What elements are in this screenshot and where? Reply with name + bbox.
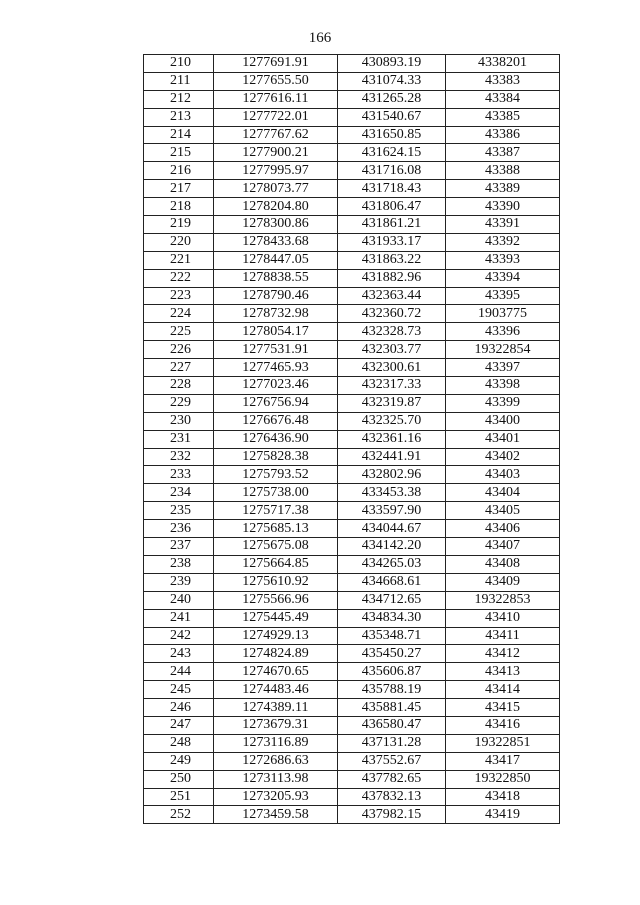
id-cell: 43412 xyxy=(446,645,560,663)
id-cell: 43414 xyxy=(446,681,560,699)
y-coordinate-cell: 435881.45 xyxy=(338,699,446,717)
id-cell: 43398 xyxy=(446,377,560,395)
page-number: 166 xyxy=(308,30,332,46)
y-coordinate-cell: 435450.27 xyxy=(338,645,446,663)
table-row xyxy=(144,591,560,609)
x-coordinate-cell: 1273113.98 xyxy=(214,770,338,788)
y-coordinate-cell: 432361.16 xyxy=(338,430,446,448)
point-number-cell: 239 xyxy=(144,573,214,591)
id-cell: 43408 xyxy=(446,555,560,573)
table-row xyxy=(144,341,560,359)
table-row xyxy=(144,180,560,198)
y-coordinate-cell: 431540.67 xyxy=(338,108,446,126)
coordinates-table xyxy=(143,54,560,824)
id-cell: 43400 xyxy=(446,412,560,430)
id-cell: 43419 xyxy=(446,806,560,824)
table-row xyxy=(144,788,560,806)
table-row xyxy=(144,466,560,484)
table-row xyxy=(144,198,560,216)
point-number-cell: 246 xyxy=(144,699,214,717)
table-row xyxy=(144,144,560,162)
point-number-cell: 252 xyxy=(144,806,214,824)
x-coordinate-cell: 1273205.93 xyxy=(214,788,338,806)
x-coordinate-cell: 1274389.11 xyxy=(214,699,338,717)
table-row xyxy=(144,716,560,734)
x-coordinate-cell: 1277691.91 xyxy=(214,55,338,73)
id-cell: 43385 xyxy=(446,108,560,126)
x-coordinate-cell: 1278204.80 xyxy=(214,198,338,216)
y-coordinate-cell: 435606.87 xyxy=(338,663,446,681)
id-cell: 19322851 xyxy=(446,734,560,752)
y-coordinate-cell: 431933.17 xyxy=(338,233,446,251)
x-coordinate-cell: 1278732.98 xyxy=(214,305,338,323)
point-number-cell: 214 xyxy=(144,126,214,144)
table-row xyxy=(144,216,560,234)
table-row xyxy=(144,609,560,627)
table-row xyxy=(144,55,560,73)
y-coordinate-cell: 433453.38 xyxy=(338,484,446,502)
table-row xyxy=(144,752,560,770)
y-coordinate-cell: 431718.43 xyxy=(338,180,446,198)
table-row xyxy=(144,126,560,144)
point-number-cell: 220 xyxy=(144,233,214,251)
x-coordinate-cell: 1278838.55 xyxy=(214,269,338,287)
id-cell: 43415 xyxy=(446,699,560,717)
y-coordinate-cell: 430893.19 xyxy=(338,55,446,73)
id-cell: 43404 xyxy=(446,484,560,502)
point-number-cell: 248 xyxy=(144,734,214,752)
x-coordinate-cell: 1273116.89 xyxy=(214,734,338,752)
point-number-cell: 225 xyxy=(144,323,214,341)
x-coordinate-cell: 1274929.13 xyxy=(214,627,338,645)
id-cell: 43391 xyxy=(446,216,560,234)
x-coordinate-cell: 1277465.93 xyxy=(214,359,338,377)
x-coordinate-cell: 1275610.92 xyxy=(214,573,338,591)
table-row xyxy=(144,394,560,412)
x-coordinate-cell: 1276676.48 xyxy=(214,412,338,430)
y-coordinate-cell: 432317.33 xyxy=(338,377,446,395)
y-coordinate-cell: 432319.87 xyxy=(338,394,446,412)
point-number-cell: 219 xyxy=(144,216,214,234)
table-row xyxy=(144,806,560,824)
x-coordinate-cell: 1277722.01 xyxy=(214,108,338,126)
table-row xyxy=(144,90,560,108)
y-coordinate-cell: 432360.72 xyxy=(338,305,446,323)
point-number-cell: 247 xyxy=(144,716,214,734)
x-coordinate-cell: 1278073.77 xyxy=(214,180,338,198)
id-cell: 43399 xyxy=(446,394,560,412)
y-coordinate-cell: 437832.13 xyxy=(338,788,446,806)
id-cell: 43387 xyxy=(446,144,560,162)
x-coordinate-cell: 1278054.17 xyxy=(214,323,338,341)
point-number-cell: 222 xyxy=(144,269,214,287)
table-row xyxy=(144,377,560,395)
table-row xyxy=(144,555,560,573)
y-coordinate-cell: 431650.85 xyxy=(338,126,446,144)
table-row xyxy=(144,251,560,269)
y-coordinate-cell: 431882.96 xyxy=(338,269,446,287)
x-coordinate-cell: 1274670.65 xyxy=(214,663,338,681)
table-row xyxy=(144,538,560,556)
id-cell: 43402 xyxy=(446,448,560,466)
point-number-cell: 241 xyxy=(144,609,214,627)
point-number-cell: 244 xyxy=(144,663,214,681)
y-coordinate-cell: 435348.71 xyxy=(338,627,446,645)
x-coordinate-cell: 1278790.46 xyxy=(214,287,338,305)
table-row xyxy=(144,770,560,788)
x-coordinate-cell: 1277900.21 xyxy=(214,144,338,162)
id-cell: 43393 xyxy=(446,251,560,269)
point-number-cell: 218 xyxy=(144,198,214,216)
x-coordinate-cell: 1277531.91 xyxy=(214,341,338,359)
id-cell: 4338201 xyxy=(446,55,560,73)
table-row xyxy=(144,412,560,430)
id-cell: 43392 xyxy=(446,233,560,251)
point-number-cell: 236 xyxy=(144,520,214,538)
id-cell: 43397 xyxy=(446,359,560,377)
y-coordinate-cell: 432303.77 xyxy=(338,341,446,359)
table-row xyxy=(144,430,560,448)
y-coordinate-cell: 436580.47 xyxy=(338,716,446,734)
point-number-cell: 233 xyxy=(144,466,214,484)
point-number-cell: 234 xyxy=(144,484,214,502)
y-coordinate-cell: 432328.73 xyxy=(338,323,446,341)
id-cell: 43406 xyxy=(446,520,560,538)
y-coordinate-cell: 437552.67 xyxy=(338,752,446,770)
id-cell: 43409 xyxy=(446,573,560,591)
id-cell: 43394 xyxy=(446,269,560,287)
x-coordinate-cell: 1278300.86 xyxy=(214,216,338,234)
point-number-cell: 224 xyxy=(144,305,214,323)
y-coordinate-cell: 431074.33 xyxy=(338,72,446,90)
point-number-cell: 250 xyxy=(144,770,214,788)
id-cell: 19322850 xyxy=(446,770,560,788)
id-cell: 43410 xyxy=(446,609,560,627)
id-cell: 43384 xyxy=(446,90,560,108)
point-number-cell: 229 xyxy=(144,394,214,412)
point-number-cell: 237 xyxy=(144,538,214,556)
point-number-cell: 210 xyxy=(144,55,214,73)
id-cell: 19322853 xyxy=(446,591,560,609)
table-row xyxy=(144,484,560,502)
x-coordinate-cell: 1275738.00 xyxy=(214,484,338,502)
point-number-cell: 212 xyxy=(144,90,214,108)
y-coordinate-cell: 437982.15 xyxy=(338,806,446,824)
id-cell: 43417 xyxy=(446,752,560,770)
y-coordinate-cell: 432325.70 xyxy=(338,412,446,430)
y-coordinate-cell: 434044.67 xyxy=(338,520,446,538)
id-cell: 43390 xyxy=(446,198,560,216)
point-number-cell: 217 xyxy=(144,180,214,198)
x-coordinate-cell: 1276436.90 xyxy=(214,430,338,448)
table-row xyxy=(144,520,560,538)
y-coordinate-cell: 434265.03 xyxy=(338,555,446,573)
y-coordinate-cell: 432363.44 xyxy=(338,287,446,305)
x-coordinate-cell: 1276756.94 xyxy=(214,394,338,412)
x-coordinate-cell: 1272686.63 xyxy=(214,752,338,770)
x-coordinate-cell: 1275566.96 xyxy=(214,591,338,609)
table-body xyxy=(144,55,560,824)
x-coordinate-cell: 1275675.08 xyxy=(214,538,338,556)
id-cell: 43383 xyxy=(446,72,560,90)
table-row xyxy=(144,323,560,341)
table-row xyxy=(144,72,560,90)
id-cell: 43411 xyxy=(446,627,560,645)
y-coordinate-cell: 437131.28 xyxy=(338,734,446,752)
id-cell: 43401 xyxy=(446,430,560,448)
x-coordinate-cell: 1275664.85 xyxy=(214,555,338,573)
point-number-cell: 238 xyxy=(144,555,214,573)
y-coordinate-cell: 431265.28 xyxy=(338,90,446,108)
id-cell: 19322854 xyxy=(446,341,560,359)
table-row xyxy=(144,162,560,180)
x-coordinate-cell: 1275445.49 xyxy=(214,609,338,627)
y-coordinate-cell: 431624.15 xyxy=(338,144,446,162)
point-number-cell: 249 xyxy=(144,752,214,770)
table-row xyxy=(144,663,560,681)
x-coordinate-cell: 1278447.05 xyxy=(214,251,338,269)
point-number-cell: 215 xyxy=(144,144,214,162)
y-coordinate-cell: 431716.08 xyxy=(338,162,446,180)
y-coordinate-cell: 435788.19 xyxy=(338,681,446,699)
id-cell: 43413 xyxy=(446,663,560,681)
y-coordinate-cell: 434668.61 xyxy=(338,573,446,591)
point-number-cell: 211 xyxy=(144,72,214,90)
table-row xyxy=(144,627,560,645)
x-coordinate-cell: 1275828.38 xyxy=(214,448,338,466)
y-coordinate-cell: 434142.20 xyxy=(338,538,446,556)
point-number-cell: 226 xyxy=(144,341,214,359)
point-number-cell: 240 xyxy=(144,591,214,609)
id-cell: 43418 xyxy=(446,788,560,806)
x-coordinate-cell: 1277655.50 xyxy=(214,72,338,90)
id-cell: 43386 xyxy=(446,126,560,144)
table-row xyxy=(144,359,560,377)
x-coordinate-cell: 1273459.58 xyxy=(214,806,338,824)
x-coordinate-cell: 1277023.46 xyxy=(214,377,338,395)
table-row xyxy=(144,448,560,466)
point-number-cell: 216 xyxy=(144,162,214,180)
table-row xyxy=(144,645,560,663)
point-number-cell: 245 xyxy=(144,681,214,699)
table-row xyxy=(144,734,560,752)
table-row xyxy=(144,502,560,520)
table-row xyxy=(144,305,560,323)
point-number-cell: 228 xyxy=(144,377,214,395)
point-number-cell: 223 xyxy=(144,287,214,305)
point-number-cell: 231 xyxy=(144,430,214,448)
x-coordinate-cell: 1274483.46 xyxy=(214,681,338,699)
point-number-cell: 251 xyxy=(144,788,214,806)
id-cell: 43405 xyxy=(446,502,560,520)
id-cell: 43407 xyxy=(446,538,560,556)
point-number-cell: 243 xyxy=(144,645,214,663)
point-number-cell: 232 xyxy=(144,448,214,466)
y-coordinate-cell: 432300.61 xyxy=(338,359,446,377)
y-coordinate-cell: 431863.22 xyxy=(338,251,446,269)
y-coordinate-cell: 437782.65 xyxy=(338,770,446,788)
y-coordinate-cell: 434712.65 xyxy=(338,591,446,609)
y-coordinate-cell: 431861.21 xyxy=(338,216,446,234)
y-coordinate-cell: 431806.47 xyxy=(338,198,446,216)
id-cell: 43416 xyxy=(446,716,560,734)
table-row xyxy=(144,573,560,591)
id-cell: 43403 xyxy=(446,466,560,484)
x-coordinate-cell: 1275685.13 xyxy=(214,520,338,538)
id-cell: 43388 xyxy=(446,162,560,180)
id-cell: 43396 xyxy=(446,323,560,341)
point-number-cell: 235 xyxy=(144,502,214,520)
x-coordinate-cell: 1273679.31 xyxy=(214,716,338,734)
y-coordinate-cell: 433597.90 xyxy=(338,502,446,520)
point-number-cell: 230 xyxy=(144,412,214,430)
point-number-cell: 221 xyxy=(144,251,214,269)
table-row xyxy=(144,287,560,305)
point-number-cell: 227 xyxy=(144,359,214,377)
x-coordinate-cell: 1277767.62 xyxy=(214,126,338,144)
table-row xyxy=(144,681,560,699)
table-row xyxy=(144,699,560,717)
point-number-cell: 242 xyxy=(144,627,214,645)
id-cell: 43395 xyxy=(446,287,560,305)
id-cell: 1903775 xyxy=(446,305,560,323)
point-number-cell: 213 xyxy=(144,108,214,126)
x-coordinate-cell: 1275717.38 xyxy=(214,502,338,520)
id-cell: 43389 xyxy=(446,180,560,198)
table-row xyxy=(144,108,560,126)
x-coordinate-cell: 1274824.89 xyxy=(214,645,338,663)
x-coordinate-cell: 1275793.52 xyxy=(214,466,338,484)
x-coordinate-cell: 1277995.97 xyxy=(214,162,338,180)
y-coordinate-cell: 432802.96 xyxy=(338,466,446,484)
y-coordinate-cell: 434834.30 xyxy=(338,609,446,627)
y-coordinate-cell: 432441.91 xyxy=(338,448,446,466)
x-coordinate-cell: 1278433.68 xyxy=(214,233,338,251)
x-coordinate-cell: 1277616.11 xyxy=(214,90,338,108)
table-row xyxy=(144,233,560,251)
table-row xyxy=(144,269,560,287)
